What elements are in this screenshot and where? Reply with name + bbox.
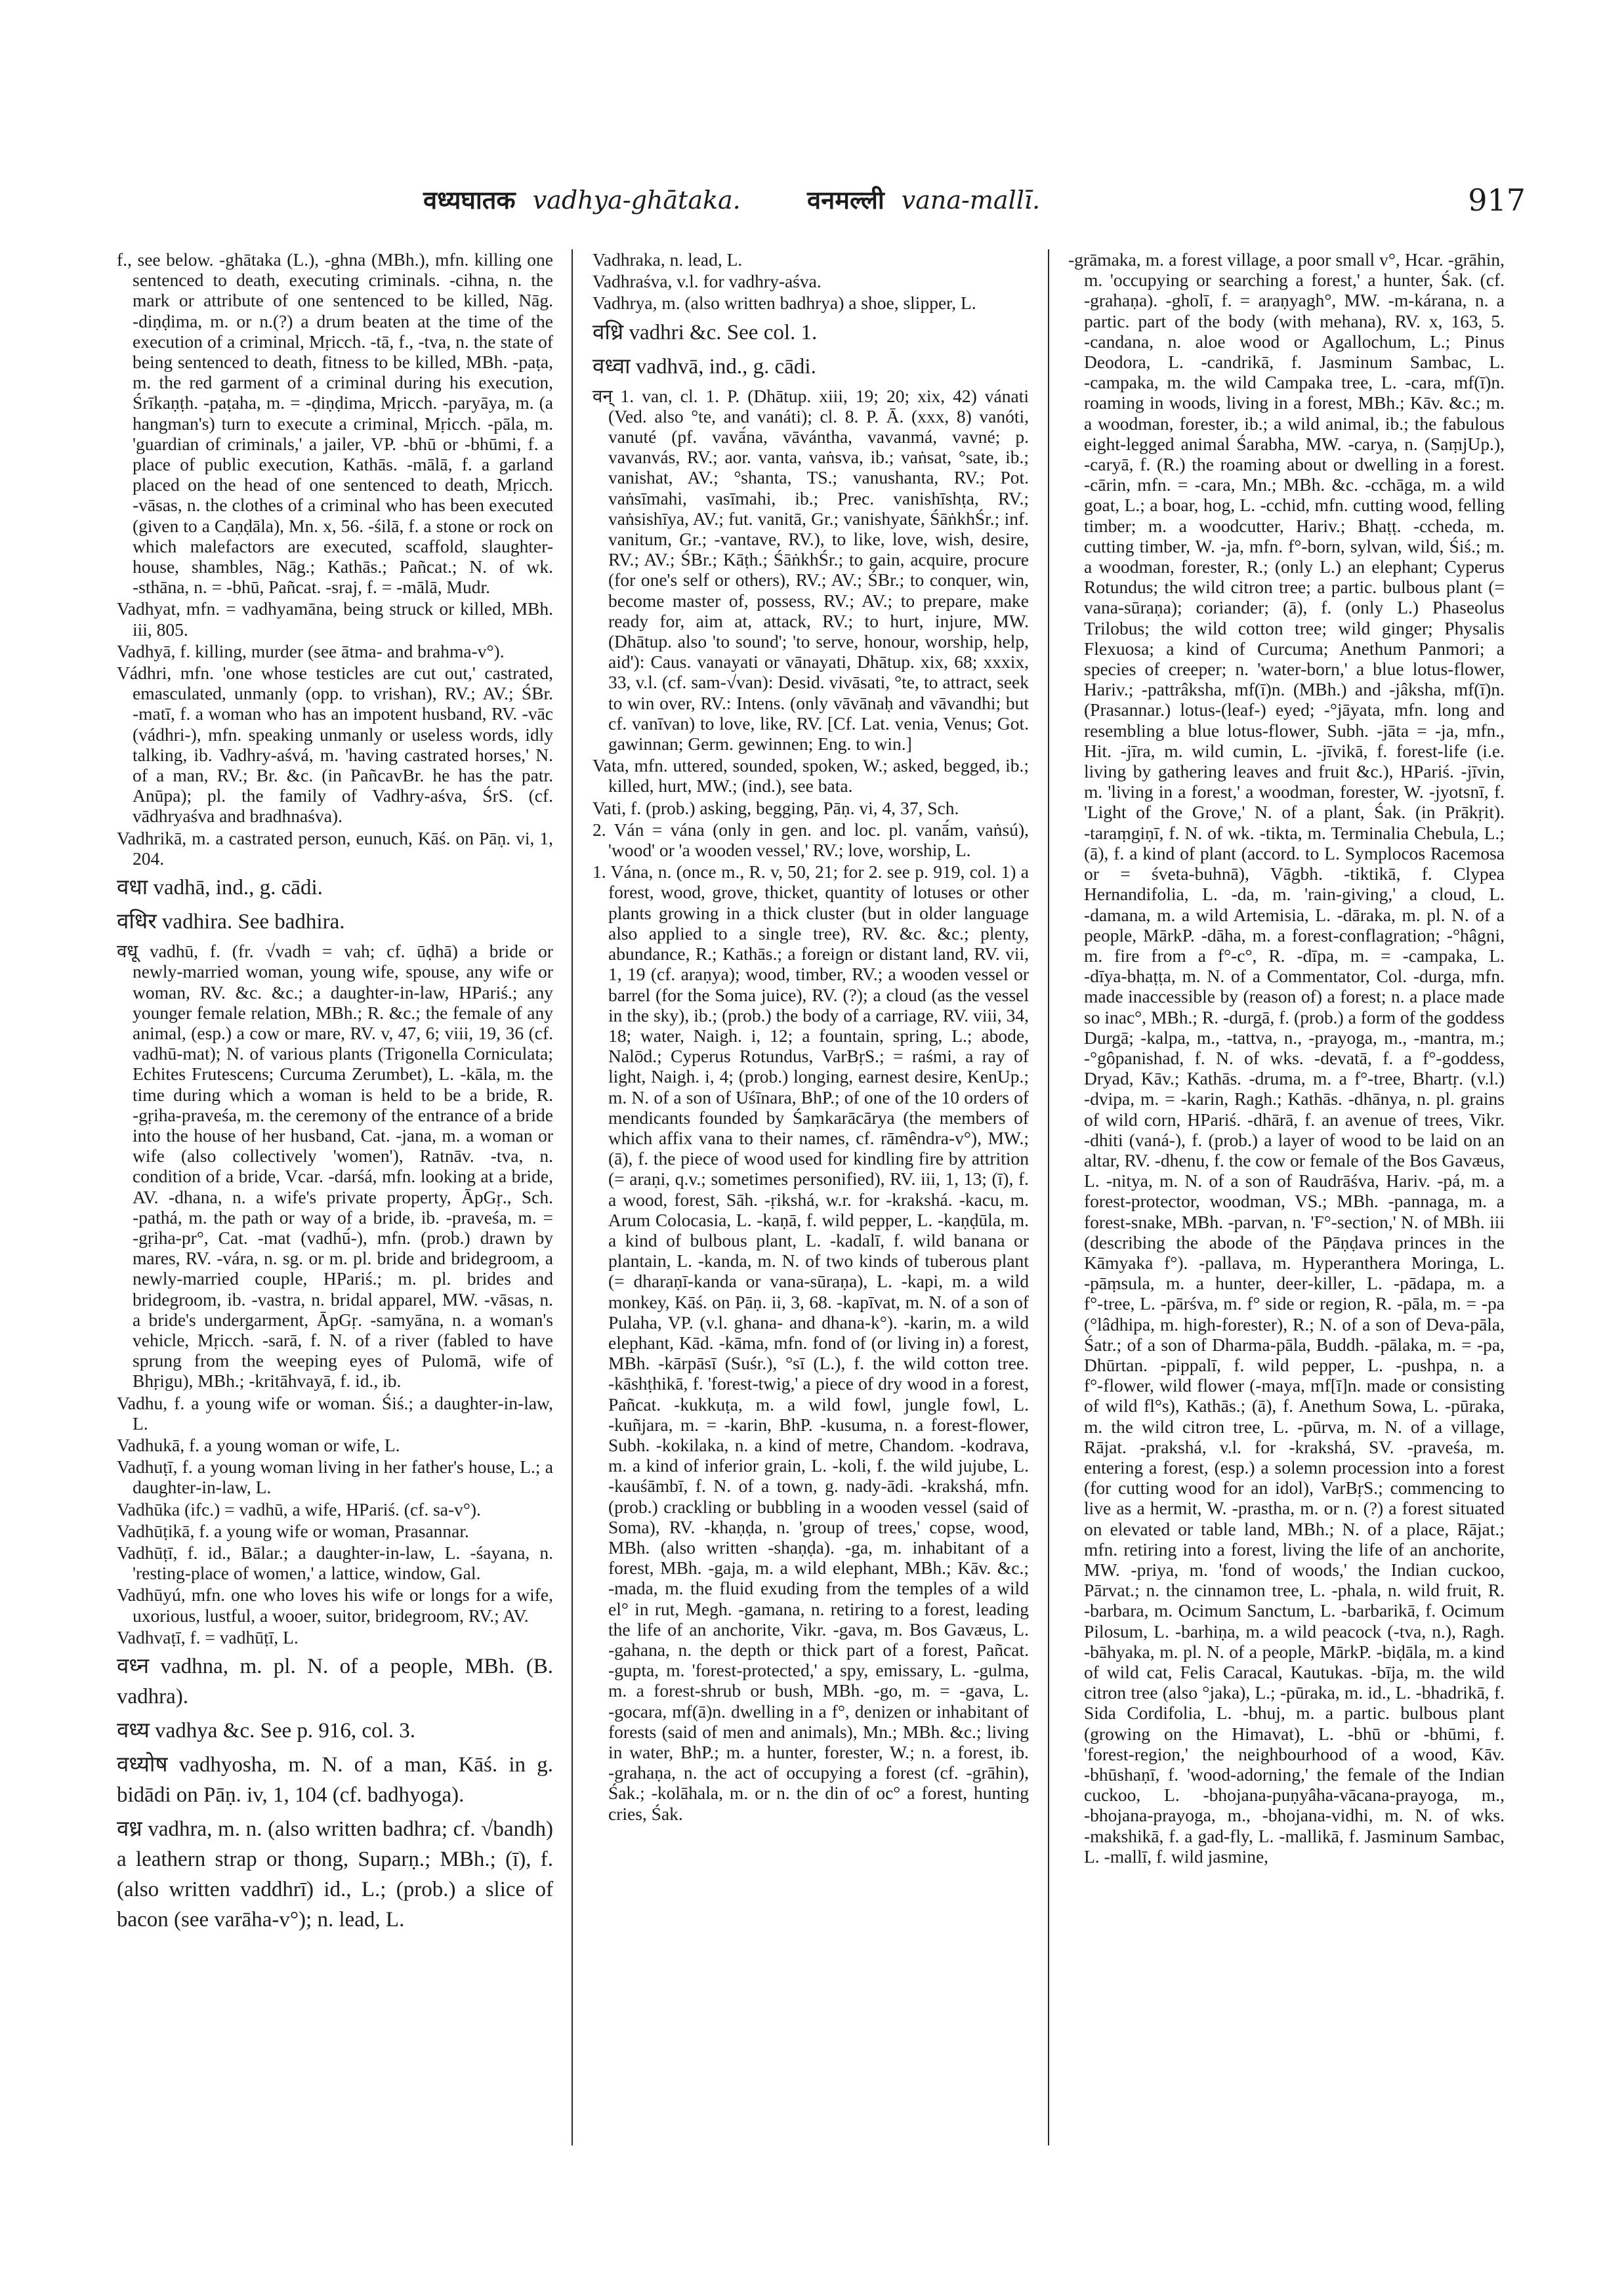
dictionary-entry: वधू vadhū, f. (fr. √vadh = vah; cf. ūḍhā) a bride or newly‑married woman, young wife, spouse, any wife or woman, RV. &c. &c.; a daughter‑in‑law, HPariś.; any younger female relation, MBh.; R. &c.; the female of any animal, (esp.) a cow or mare, RV. v, 47, 6; viii, 19, 36 (cf. vadhū‑mat); N. of various plants (Trigonella Corniculata; Echites Frutescens; Curcuma Zerumbet), L. ‑kāla, m. the time during which a woman is held to be a bride, R. ‑gṛiha‑praveśa, m. the ceremony of the entrance of a bride into the house of her husband, Cat. ‑jana, m. a woman or wife (also collectively 'women'), Ratnāv. ‑tva, n. condition of a bride, Vcar. ‑darśá, mfn. looking at a bride, AV. ‑dhana, n. a wife's private property, ĀpGṛ., Sch. ‑pathá, m. the path or way of a bride, ib. ‑praveśa, m. = ‑gṛiha‑pr°, Cat. ‑mat (vadhū́‑), mfn. (prob.) drawn by mares, RV. ‑vára, n. sg. or m. pl. bride and bridegroom, a newly‑married couple, HPariś.; m. pl. brides and bridegroom, ib. ‑vastra, n. bridal apparel, MW. ‑vāsas, n. a bride's undergarment, ĀpGṛ. ‑samyāna, n. a woman's vehicle, Mṛicch. ‑sarā, f. N. of a river (fabled to have sprung from the weeping eyes of Pulomā, wife of Bhṛigu), MBh.; ‑kritāhvayā, f. id., ib. <box>117 941 553 1392</box>
dictionary-entry: वधा vadhā, ind., g. cādi. <box>117 876 323 900</box>
dictionary-entry: Vadhu, f. a young wife or woman. Śiś.; a daughter‑in‑law, L. <box>117 1392 553 1434</box>
dictionary-entry: 1. Vána, n. (once m., R. v, 50, 21; for 2. see p. 919, col. 1) a forest, wood, grove, thicket, quantity of lotuses or other plants growing in a thick cluster (but in older language also applied to a single tree), RV. &c. &c.; plenty, abundance, R.; Kathās.; a foreign or distant land, RV. vii, 1, 19 (cf. araṇya); wood, timber, RV.; a wooden vessel or barrel (for the Soma juice), RV. (?); a cloud (as the vessel in the sky), ib.; (prob.) the body of a carriage, RV. viii, 34, 18; water, Naigh. i, 12; a fountain, spring, L.; abode, Nalōd.; Cyperus Rotundus, VarBṛS.; = raśmi, a ray of light, Naigh. i, 4; (prob.) longing, earnest desire, KenUp.; m. N. of a son of Uśīnara, BhP.; of one of the 10 orders of mendicants founded by Śaṃkarācārya (the members of which affix vana to their names, cf. rāmêndra‑v°), MW.; (ā), f. the piece of wood used for kindling fire by attrition (= araṇi, q.v.; sometimes personified), RV. iii, 1, 13; (ī), f. a wood, forest, Sāh. ‑ṛikshá, w.r. for ‑krakshá. ‑kacu, m. Arum Colocasia, L. ‑kaṇā, f. wild pepper, L. ‑kaṇḍūla, m. a kind of bulbous plant, L. ‑kadalī, f. wild banana or plantain, L. ‑kanda, m. N. of two kinds of tuberous plant (= dharaṇī‑kanda or vana‑sūraṇa), L. ‑kapi, m. a wild monkey, Kāś. on Pāṇ. ii, 3, 68. ‑kapīvat, m. N. of a son of Pulaha, VP. (v.l. ghana‑ and dhana‑k°). ‑karin, m. a wild elephant, Kād. ‑kāma, mfn. fond of (or living in) a forest, MBh. ‑kārpāsī (Suśr.), °sī (L.), f. the wild cotton tree. ‑kāshṭhikā, f. 'forest‑twig,' a piece of dry wood in a forest, Pañcat. ‑kukkuṭa, m. a wild fowl, jungle fowl, L. ‑kuñjara, m. = ‑karin, BhP. ‑kusuma, n. a forest‑flower, Subh. ‑kokilaka, n. a kind of metre, Chandom. ‑kodrava, m. a kind of inferior grain, L. ‑koli, f. the wild jujube, L. ‑kauśāmbī, f. N. of a town, g. nady‑ādi. ‑krakshá, mfn. (prob.) crackling or bubbling in a wooden vessel (said of Soma), RV. ‑khaṇḍa, n. 'group of trees,' copse, wood, MBh. (also written ‑shaṇḍa). ‑ga, m. inhabitant of a forest, MBh. ‑gaja, m. a wild elephant, MBh.; Kāv. &c.; ‑mada, m. the fluid exuding from the temples of a wild el° in rut, Megh. ‑gamana, n. retiring to a forest, leading the life of an anchorite, Vikr. ‑gava, m. Bos Gavæus, L. ‑gahana, n. the depth or thick part of a forest, Pañcat. ‑gupta, m. 'forest‑protected,' a spy, emissary, L. ‑gulma, m. a forest‑shrub or bush, MBh. ‑go, m. = ‑gava, L. ‑gocara, mf(ā)n. dwelling in a f°, denizen or inhabitant of forests (said of men and animals), Mn.; MBh. &c.; living in water, BhP.; m. a hunter, forester, W.; n. a forest, ib. ‑grahaṇa, n. the act of occupying a forest (cf. ‑grāhin), Śak.; ‑kolāhala, m. or n. the din of oc° a forest, hunting cries, Śak. <box>593 861 1029 1824</box>
dictionary-entry: Vádhri, mfn. 'one whose testicles are cut out,' castrated, emasculated, unmanly (opp. to vrishan), RV.; AV.; ŚBr. ‑matī, f. a woman who has an impotent husband, RV. ‑vāc (vádhri‑), mfn. speaking unmanly or useless words, idly talking, ib. Vadhry‑aśvá, m. 'having castrated horses,' N. of a man, RV.; Br. &c. (in PañcavBr. he has the patr. Anūpa); pl. the family of Vadhry‑aśva, ŚrS. (cf. vādhryaśva and bradhnaśva). <box>117 663 553 827</box>
dictionary-entry: वध्वा vadhvā, ind., g. cādi. <box>593 354 816 379</box>
dictionary-entry: वध्र vadhra, m. n. (also written badhra; cf. √bandh) a leathern strap or thong, Suparṇ.; MBh.; (ī), f. (also written vaddhrī) id., L.; (prob.) a slice of bacon (see varāha‑v°); n. lead, L. <box>117 1817 553 1932</box>
dictionary-entry: वध्न vadhna, m. pl. N. of a people, MBh. (B. vadhra). <box>117 1655 553 1708</box>
dictionary-entry: Vadhrikā, m. a castrated person, eunuch, Kāś. on Pāṇ. vi, 1, 204. <box>117 827 553 869</box>
dictionary-entry: Vata, mfn. uttered, sounded, spoken, W.; asked, begged, ib.; killed, hurt, MW.; (ind.), see bata. <box>593 755 1029 796</box>
column-1 <box>117 249 553 2145</box>
column-rule-1 <box>572 249 573 2145</box>
running-head-left-roman: vadhya-ghātaka. <box>532 186 741 215</box>
dictionary-entry: वध्रि vadhri &c. See col. 1. <box>593 320 818 344</box>
page-number: 917 <box>1468 182 1526 218</box>
dictionary-entry: Vadhyā, f. killing, murder (see ātma‑ and brahma‑v°). <box>117 640 505 661</box>
dictionary-entry: Vadhrya, m. (also written badhrya) a shoe, slipper, L. <box>593 293 976 314</box>
dictionary-entry: Vadhūṭikā, f. a young wife or woman, Prasannar. <box>117 1520 469 1541</box>
dictionary-entry: Vadhūyú, mfn. one who loves his wife or longs for a wife, uxorious, lustful, a wooer, suitor, bridegroom, RV.; AV. <box>117 1584 553 1626</box>
dictionary-entry: वध्य vadhya &c. See p. 916, col. 3. <box>117 1719 415 1743</box>
column-rule-2 <box>1048 249 1049 2145</box>
column-3 <box>1068 249 1505 2145</box>
dictionary-entry: Vadhraśva, v.l. for vadhry‑aśva. <box>593 271 822 292</box>
dictionary-entry: ‑grāmaka, m. a forest village, a poor small v°, Hcar. ‑grāhin, m. 'occupying or searching a forest,' a hunter, Śak. (cf. ‑grahaṇa). ‑gholī, f. = araṇyagh°, MW. ‑m‑kárana, n. a partic. part of the body (with mehana), RV. x, 163, 5. ‑candana, n. aloe wood or Agallochum, L.; Pinus Deodora, L. ‑candrikā, f. Jasminum Sambac, L. ‑campaka, m. the wild Campaka tree, L. ‑cara, mf(ī)n. roaming in woods, living in a forest, MBh.; Kāv. &c.; m. a woodman, forester, ib.; a wild animal, ib.; the fabulous eight‑legged animal Śarabha, MW. ‑carya, n. (SaṃjUp.), ‑caryā, f. (R.) the roaming about or dwelling in a forest. ‑cārin, mfn. = ‑cara, Mn.; MBh. &c. ‑cchāga, m. a wild goat, L.; a boar, hog, L. ‑cchid, mfn. cutting wood, felling timber; m. a woodcutter, Hariv.; Bhaṭṭ. ‑ccheda, m. cutting timber, W. ‑ja, mfn. f°‑born, sylvan, wild, Śiś.; m. a woodman, forester, R.; (only L.) an elephant; Cyperus Rotundus; the wild citron tree; a partic. bulbous plant (= vana‑sūraṇa); coriander; (ā), f. (only L.) Phaseolus Trilobus; the wild cotton tree; wild ginger; Physalis Flexuosa; a kind of Curcuma; Anethum Panmori; a species of creeper; n. 'water‑born,' a blue lotus‑flower, Hariv.; ‑pattrâksha, mf(ī)n. (MBh.) and ‑jâksha, mf(ī)n. (Prasannar.) lotus‑(leaf‑) eyed; ‑°jāyata, mfn. long and resembling a blue lotus‑flower, Subh. ‑jāta = ‑ja, mfn., Hit. ‑jīra, m. wild cumin, L. ‑jīvikā, f. forest‑life (i.e. living by gathering leaves and fruit &c.), HPariś. ‑jīvin, m. 'living in a forest,' a woodman, forester, W. ‑jyotsnī, f. 'Light of the Grove,' N. of a plant, Śak. (in Prākṛit). ‑taraṃgiṇī, f. N. of wk. ‑tikta, m. Terminalia Chebula, L.; (ā), f. a kind of plant (accord. to L. Symplocos Racemosa or = śveta‑buhnā), Vāgbh. ‑tiktikā, f. Clypea Hernandifolia, L. ‑da, m. 'rain‑giving,' a cloud, L. ‑damana, m. a wild Artemisia, L. ‑dāraka, m. pl. N. of a people, MārkP. ‑dāha, m. a forest‑conflagration; ‑°hâgni, m. fire from a f°‑c°, R. ‑dīpa, m. = ‑campaka, L. ‑dīya‑bhaṭṭa, m. N. of a Commentator, Col. ‑durga, mfn. made inaccessible by (reason of) a forest; n. a place made so inac°, MBh.; R. ‑durgā, f. (prob.) a form of the goddess Durgā; ‑kalpa, m., ‑tattva, n., ‑prayoga, m., ‑mantra, m.; ‑°gôpanishad, f. N. of wks. ‑devatā, f. a f°‑goddess, Dryad, Kāv.; Kathās. ‑druma, m. a f°‑tree, Bhartṛ. (v.l.) ‑dvipa, m. = ‑karin, Ragh.; Kathās. ‑dhānya, n. pl. grains of wild corn, HPariś. ‑dhārā, f. an avenue of trees, Vikr. ‑dhiti (vaná‑), f. (prob.) a layer of wood to be laid on an altar, RV. ‑dhenu, f. the cow or female of the Bos Gavæus, L. ‑nitya, m. N. of a son of Raudrāśva, Hariv. ‑pá, m. a forest‑protector, woodman, VS.; MBh. ‑pannaga, m. a forest‑snake, MBh. ‑parvan, n. 'F°‑section,' N. of MBh. iii (describing the abode of the Pāṇḍava princes in the Kāmyaka f°). ‑pallava, m. Hyperanthera Moringa, L. ‑pāṃsula, m. a hunter, deer‑killer, L. ‑pādapa, m. a f°‑tree, L. ‑pārśva, m. f° side or region, R. ‑pāla, m. = ‑pa (°lâdhipa, m. high‑forester), R.; N. of a son of Deva‑pāla, Śatr.; of a son of Dharma‑pāla, Buddh. ‑pālaka, m. = ‑pa, Dhūrtan. ‑pippalī, f. wild pepper, L. ‑pushpa, n. a f°‑flower, wild flower (‑maya, mf[ī]n. made or consisting of wild fl°s), Kathās.; (ā), f. Anethum Sowa, L. ‑pūraka, m. the wild citron tree, L. ‑pūrva, m. N. of a village, Rājat. ‑prakshá, v.l. for ‑krakshá, SV. ‑praveśa, m. entering a forest, (esp.) a solemn procession into a forest (for cutting wood for an idol), VarBṛS.; commencing to live as a hermit, W. ‑prastha, m. or n. (?) a forest situated on elevated or table land, MBh.; N. of a place, Rājat.; mfn. retiring into a forest, living the life of an anchorite, MW. ‑priya, m. 'fond of woods,' the Indian cuckoo, Pārvat.; n. the cinnamon tree, L. ‑phala, n. wild fruit, R. ‑barbara, m. Ocimum Sanctum, L. ‑barbarikā, f. Ocimum Pilosum, L. ‑barhiṇa, m. a wild peacock (‑tva, n.), Ragh. ‑bāhyaka, m. pl. N. of a people, MārkP. ‑biḍāla, m. a kind of wild cat, Felis Caracal, Kautukas. ‑bīja, m. the wild citron tree (also °jaka), L.; ‑pūraka, m. id., L. ‑bhadrikā, f. Sida Cordifolia, L. ‑bhuj, m. a partic. bulbous plant (growing on the Himavat), L. ‑bhū or ‑bhūmi, f. 'forest‑region,' the neighbourhood of a wood, Kāv. ‑bhūshaṇī, f. 'wood‑adorning,' the female of the Indian cuckoo, L. ‑bhojana‑puṇyâha‑vācana‑prayoga, m., ‑bhojana‑prayoga, m., ‑bhojana‑vidhi, m. N. of wks. ‑makshikā, f. a gad‑fly, L. ‑mallikā, f. Jasminum Sambac, L. ‑mallī, f. wild jasmine, <box>1068 249 1505 1867</box>
dictionary-entry: वन् 1. van, cl. 1. P. (Dhātup. xiii, 19; 20; xix, 42) vánati (Ved. also °te, and vanáti); cl. 8. P. Ā. (xxx, 8) vanóti, vanuté (pf. vavā́na, vāvántha, vavanmá, vavné; p. vavanvás, RV.; aor. vanta, vaṅsva, ib.; vaṅsat, °sate, ib.; vanishat, AV.; °shanta, TS.; vanushanta, RV.; Pot. vaṅsīmahi, vasīmahi, ib.; Prec. vanishīshṭa, RV.; vaṅsishīya, AV.; fut. vanitā, Gr.; vanishyate, ŚāṅkhŚr.; inf. vanitum, Gr.; ‑vantave, RV.), to like, love, wish, desire, RV.; AV.; ŚBr.; Kāṭh.; ŚāṅkhŚr.; to gain, acquire, procure (for one's self or others), RV.; AV.; ŚBr.; to conquer, win, become master of, possess, RV.; AV.; to prepare, make ready for, aim at, attack, RV.; to hurt, injure, MW. (Dhātup. also 'to sound'; 'to serve, honour, worship, help, aid'): Caus. vanayati or vānayati, Dhātup. xix, 68; xxxix, 33, v.l. (cf. sam‑√van): Desid. vivāsati, °te, to attract, seek to win over, RV.: Intens. (only vāvānaḥ and vāvandhi; but cf. vanīvan) to love, like, RV. [Cf. Lat. venia, Venus; Got. gawinnan; Germ. gewinnen; Eng. to win.] <box>593 385 1029 755</box>
running-head-left <box>423 182 741 217</box>
dictionary-entry: वध्योष vadhyosha, m. N. of a man, Kāś. in g. bidādi on Pāṇ. iv, 1, 104 (cf. badhyoga). <box>117 1753 553 1807</box>
dictionary-entry: Vadhvaṭī, f. = vadhūṭī, L. <box>117 1626 299 1647</box>
running-head-right <box>807 182 1040 217</box>
dictionary-entry: Vadhūka (ifc.) = vadhū, a wife, HPariś. (cf. sa‑v°). <box>117 1499 481 1520</box>
dictionary-entry: Vadhyat, mfn. = vadhyamāna, being struck or killed, MBh. iii, 805. <box>117 598 553 640</box>
dictionary-entry: Vadhukā, f. a young woman or wife, L. <box>117 1434 400 1455</box>
dictionary-entry: f., see below. ‑ghātaka (L.), ‑ghna (MBh.), mfn. killing one sentenced to death, executing criminals. ‑cihna, n. the mark or attribute of one sentenced to be killed, Nāg. ‑diṇḍima, m. or n.(?) a drum beaten at the time of the execution of a criminal, Mṛicch. ‑tā, f., ‑tva, n. the state of being sentenced to death, fitness to be killed, MBh. ‑paṭa, m. the red garment of a criminal during his execution, Śrīkaṇṭh. ‑paṭaha, m. = ‑ḍiṇḍima, Mṛicch. ‑paryāya, m. (a hangman's) turn to execute a criminal, Mṛicch. ‑pāla, m. 'guardian of criminals,' a jailer, VP. ‑bhū or ‑bhūmi, f. a place of public execution, Kathās. ‑mālā, f. a garland placed on the head of one sentenced to death, Mṛicch. ‑vāsas, n. the clothes of a criminal who has been executed (given to a Caṇḍāla), Mn. x, 56. ‑śilā, f. a stone or rock on which malefactors are executed, scaffold, slaughter-house, shambles, Nāg.; Kathās.; Pañcat.; N. of wk. ‑sthāna, n. = ‑bhū, Pañcat. ‑sraj, f. = ‑mālā, Mudr. <box>117 249 553 598</box>
running-head-right-roman: vana-mallī. <box>901 186 1041 215</box>
dictionary-entry: Vati, f. (prob.) asking, begging, Pāṇ. vi, 4, 37, Sch. <box>593 797 959 818</box>
dictionary-entry: Vadhūṭī, f. id., Bālar.; a daughter‑in‑law, L. ‑śayana, n. 'resting‑place of women,' a lattice, window, Gal. <box>117 1542 553 1584</box>
running-head-left-devanagari: वध्यघातक <box>423 185 516 215</box>
dictionary-entry: वधिर vadhira. See badhira. <box>117 910 345 934</box>
dictionary-entry: 2. Ván = vána (only in gen. and loc. pl. vanā́m, vaṅsú), 'wood' or 'a wooden vessel,' RV.; love, worship, L. <box>593 819 1029 861</box>
column-2 <box>593 249 1029 2145</box>
running-head-right-devanagari: वनमल्ली <box>807 185 885 215</box>
page-header <box>98 182 1526 228</box>
dictionary-entry: Vadhuṭī, f. a young woman living in her father's house, L.; a daughter‑in‑law, L. <box>117 1457 553 1498</box>
dictionary-entry: Vadhraka, n. lead, L. <box>593 249 743 270</box>
